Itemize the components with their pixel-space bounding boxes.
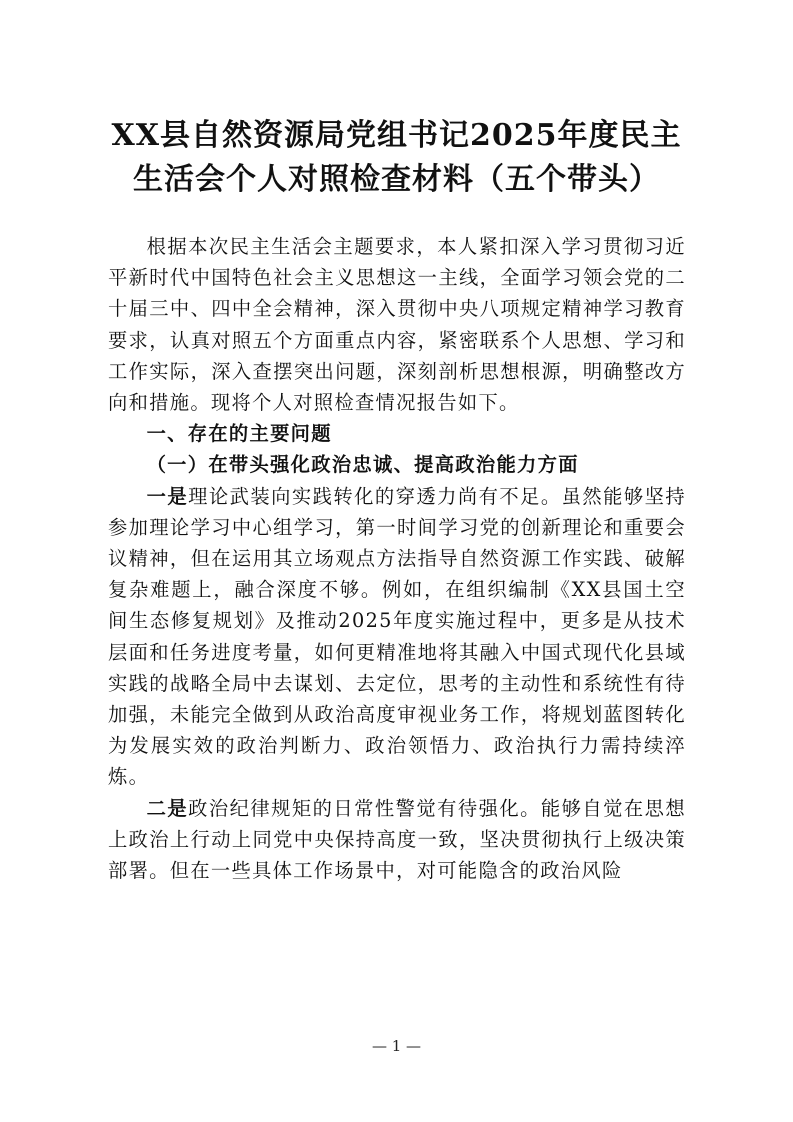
problem-paragraph-2 <box>108 793 686 887</box>
page-number: — 1 — <box>371 1037 422 1055</box>
title-line-1: XX县自然资源局党组书记2025年度民主 <box>111 118 682 153</box>
problem-2-lead: 二是 <box>146 796 189 820</box>
intro-paragraph: 根据本次民主生活会主题要求，本人紧扣深入学习贯彻习近平新时代中国特色社会主义思想这一主线，全面学习领会党的二十届三中、四中全会精神，深入贯彻中央八项规定精神学习教育要求，认真对照五个方面重点内容，紧密联系个人思想、学习和工作实际，深入查摆突出问题，深刻剖析思想根源，明确整改方向和措施。现将个人对照检查情况报告如下。 <box>108 235 686 415</box>
problem-2-text: 政治纪律规矩的日常性警觉有待强化。能够自觉在思想上政治上行动上同党中央保持高度一致，坚决贯彻执行上级决策部署。但在一些具体工作场景中，对可能隐含的政治风险 <box>108 796 686 883</box>
problem-1-lead: 一是 <box>146 484 189 508</box>
document-title <box>100 114 693 202</box>
title-line-2: 生活会个人对照检查材料（五个带头） <box>133 162 660 197</box>
subsection-heading-political-loyalty: （一）在带头强化政治忠诚、提高政治能力方面 <box>146 453 579 477</box>
section-heading-main-problems: 一、存在的主要问题 <box>146 422 332 446</box>
problem-1-text: 理论武装向实践转化的穿透力尚有不足。虽然能够坚持参加理论学习中心组学习，第一时间学习党的创新理论和重要会议精神，但在运用其立场观点方法指导自然资源工作实践、破解复杂难题上，融合深度不够。例如，在组织编制《XX县国土空间生态修复规划》及推动2025年度实施过程中，更多是从技术层面和任务进度考量，如何更精准地将其融入中国式现代化县域实践的战略全局中去谋划、去定位，思考的主动性和系统性有待加强，未能完全做到从政治高度审视业务工作，将规划蓝图转化为发展实效的政治判断力、政治领悟力、政治执行力需持续淬炼。 <box>108 484 686 789</box>
document-body <box>108 231 686 886</box>
problem-paragraph-1 <box>108 481 686 793</box>
